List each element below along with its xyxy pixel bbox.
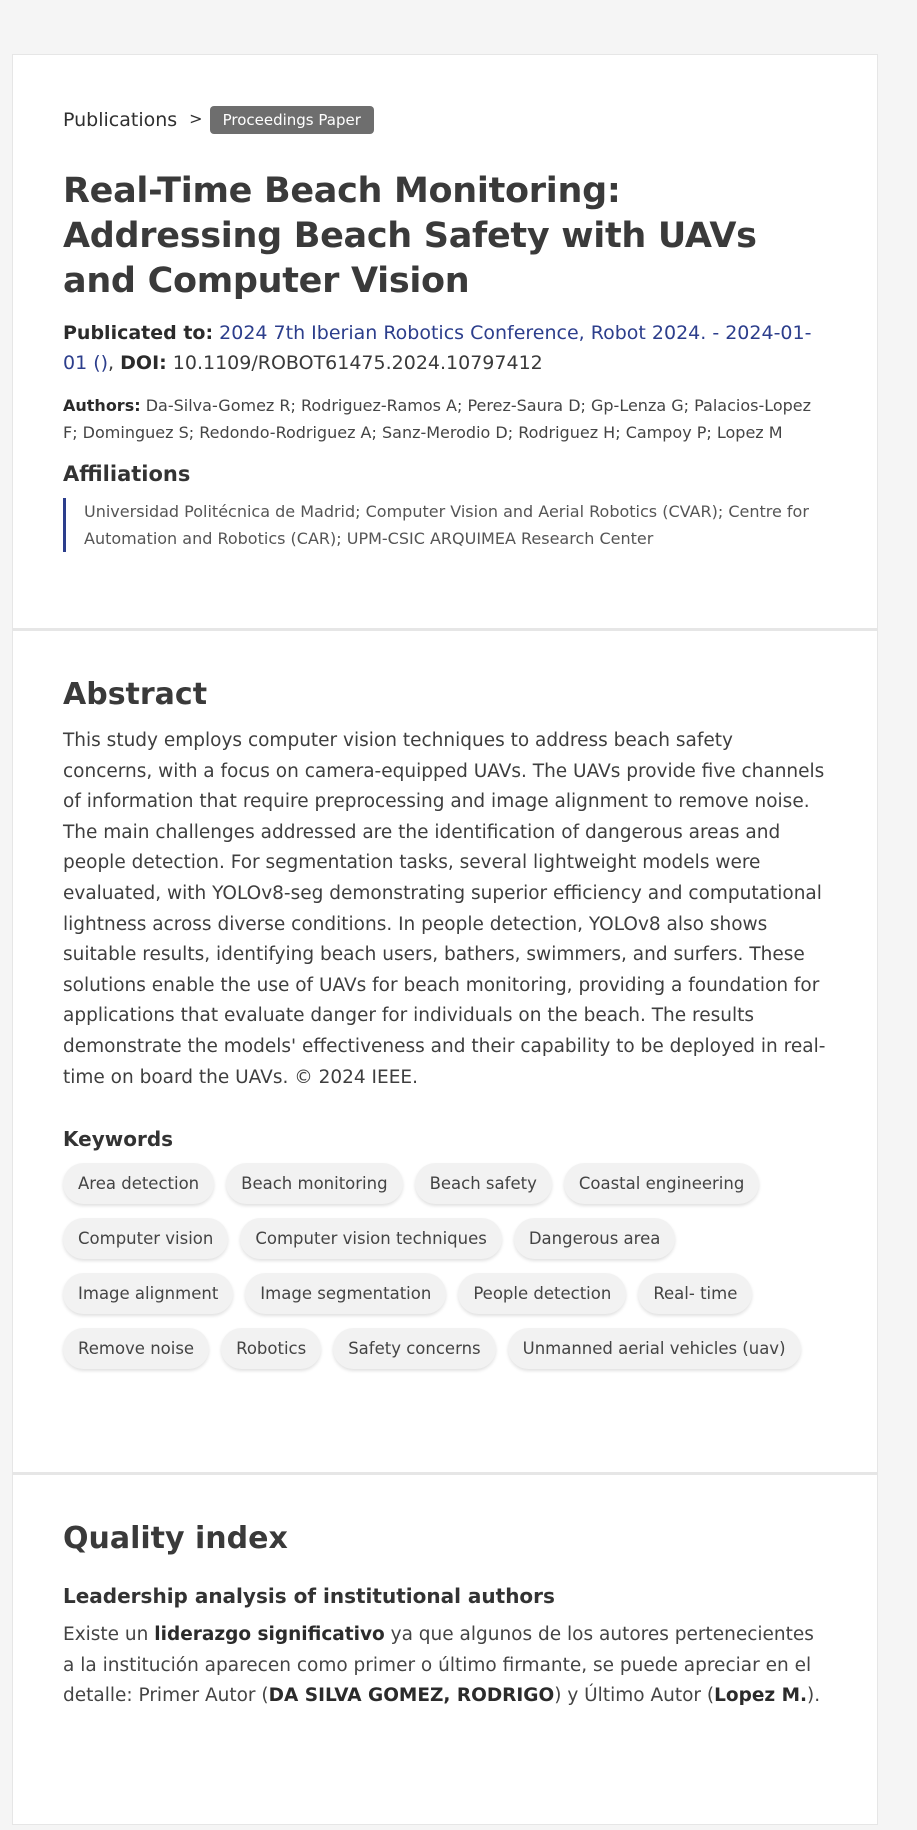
- abstract-card: [12, 629, 878, 1473]
- keyword-chip[interactable]: Remove noise: [63, 1328, 209, 1369]
- keyword-chip[interactable]: Beach monitoring: [226, 1163, 402, 1204]
- venue-separator: ,: [108, 352, 121, 374]
- doi-label: DOI:: [120, 352, 167, 374]
- keyword-chip[interactable]: Robotics: [221, 1328, 321, 1369]
- keyword-chip[interactable]: Computer vision techniques: [240, 1218, 501, 1259]
- keyword-chip[interactable]: Real- time: [638, 1273, 752, 1314]
- lead-text-part: ) y Último Autor (: [554, 1685, 715, 1707]
- abstract-title: Abstract: [63, 677, 208, 712]
- keywords-list: [63, 1163, 853, 1369]
- keyword-chip[interactable]: Coastal engineering: [564, 1163, 759, 1204]
- last-author-name: Lopez M.: [714, 1685, 808, 1707]
- publication-meta: [63, 318, 827, 378]
- keyword-chip[interactable]: Unmanned aerial vehicles (uav): [508, 1328, 801, 1369]
- lead-text-part: ).: [807, 1685, 821, 1707]
- keyword-chip[interactable]: People detection: [458, 1273, 626, 1314]
- breadcrumb-separator: >: [189, 108, 203, 128]
- affiliations-title: Affiliations: [63, 462, 191, 486]
- keyword-chip[interactable]: Safety concerns: [333, 1328, 495, 1369]
- keyword-chip[interactable]: Image segmentation: [245, 1273, 446, 1314]
- authors-label: Authors:: [63, 396, 141, 415]
- keyword-chip[interactable]: Dangerous area: [514, 1218, 676, 1259]
- venue-link[interactable]: 2024 7th Iberian Robotics Conference, Robot 2024. - 2024-01-01 (): [63, 322, 812, 374]
- abstract-text: This study employs computer vision techniques to address beach safety concerns, with a focus on camera-equipped UAVs. The UAVs provide five channels of information that require preprocessing and image alignment to remove noise. The main challenges addressed are the identification of dangerous areas and people detection. For segmentation tasks, several lightweight models were evaluated, with YOLOv8-seg demonstrating superior efficiency and computational lightness across diverse conditions. In people detection, YOLOv8 also shows suitable results, identifying beach users, bathers, swimmers, and surfers. These solutions enable the use of UAVs for beach monitoring, providing a foundation for applications that evaluate danger for individuals on the beach. The results demonstrate the models' effectiveness and their capability to be deployed in real-time on board the UAVs. © 2024 IEEE.: [63, 730, 826, 1088]
- keyword-chip[interactable]: Beach safety: [415, 1163, 552, 1204]
- page-title: Real-Time Beach Monitoring: Addressing Beach Safety with UAVs and Computer Vision: [63, 171, 757, 301]
- affiliations-text: Universidad Politécnica de Madrid; Computer Vision and Aerial Robotics (CVAR); Centre for Automation and Robotics (CAR); UPM-CSIC ARQUIMEA Research Center: [63, 498, 827, 552]
- keyword-chip[interactable]: Image alignment: [63, 1273, 233, 1314]
- leadership-analysis-text: [63, 1620, 827, 1712]
- lead-text-bold: liderazgo significativo: [154, 1624, 385, 1645]
- keyword-chip[interactable]: Area detection: [63, 1163, 214, 1204]
- publication-header-card: [12, 54, 878, 629]
- breadcrumb: [63, 105, 827, 135]
- publicated-to-label: Publicated to:: [63, 322, 214, 344]
- doi-value: 10.1109/ROBOT61475.2024.10797412: [172, 352, 543, 374]
- authors-list: Da-Silva-Gomez R; Rodriguez-Ramos A; Perez-Saura D; Gp-Lenza G; Palacios-Lopez F; Dominguez S; Redondo-Rodriguez A; Sanz-Merodio D; Rodriguez H; Campoy P; Lopez M: [63, 396, 812, 442]
- leadership-analysis-title: Leadership analysis of institutional authors: [63, 1584, 555, 1608]
- lead-text-part: Existe un: [63, 1624, 155, 1645]
- authors: [63, 392, 827, 446]
- quality-index-title: Quality index: [63, 1521, 288, 1556]
- breadcrumb-publications-link[interactable]: Publications: [63, 109, 178, 131]
- publication-page: [12, 54, 878, 1825]
- publication-type-badge: Proceedings Paper: [210, 106, 374, 134]
- quality-index-card: [12, 1473, 878, 1825]
- lead-text-part: ya que algunos de los autores pertenecientes a la institución aparecen como primer o último firmante, se puede apreciar en el detalle: Primer Autor (: [63, 1624, 814, 1707]
- keywords-title: Keywords: [63, 1127, 174, 1152]
- first-author-name: DA SILVA GOMEZ, RODRIGO: [268, 1685, 555, 1707]
- keyword-chip[interactable]: Computer vision: [63, 1218, 228, 1259]
